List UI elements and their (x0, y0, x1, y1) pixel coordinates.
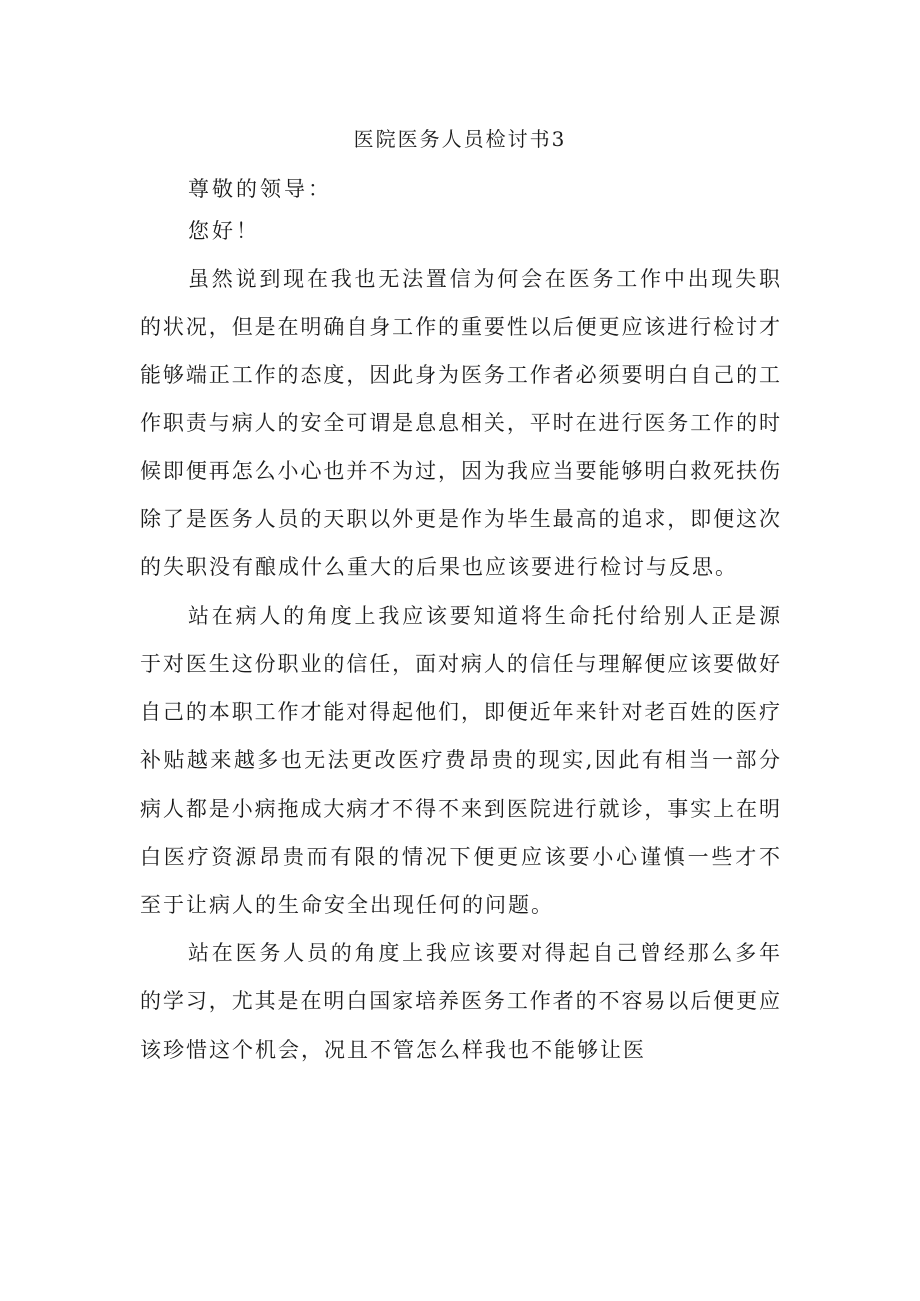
paragraph-1-line: 能够端正工作的态度，因此身为医务工作者必须要明白自己的工 (140, 363, 780, 387)
paragraph-3-line: 站在医务人员的角度上我应该要对得起自己曾经那么多年 (188, 941, 780, 965)
paragraph-2-line: 至于让病人的生命安全出现任何的问题。 (140, 893, 554, 917)
paragraph-1-line: 作职责与病人的安全可谓是息息相关，平时在进行医务工作的时 (140, 411, 780, 435)
salutation: 尊敬的领导： (188, 177, 332, 201)
paragraph-1-line: 的状况，但是在明确自身工作的重要性以后便更应该进行检讨才 (140, 315, 780, 339)
paragraph-1-line: 候即便再怎么小心也并不为过，因为我应当要能够明白救死扶伤 (140, 459, 780, 483)
document-title: 医院医务人员检讨书3 (353, 127, 567, 151)
paragraph-2-line: 白医疗资源昂贵而有限的情况下便更应该要小心谨慎一些才不 (140, 845, 780, 869)
paragraph-3-line: 的学习，尤其是在明白国家培养医务工作者的不容易以后便更应 (140, 989, 780, 1013)
paragraph-1-line: 虽然说到现在我也无法置信为何会在医务工作中出现失职 (188, 267, 780, 291)
paragraph-1-line: 的失职没有酿成什么重大的后果也应该要进行检讨与反思。 (140, 555, 738, 579)
paragraph-3-line: 该珍惜这个机会，况且不管怎么样我也不能够让医 (140, 1038, 646, 1062)
paragraph-2-line: 自己的本职工作才能对得起他们，即便近年来针对老百姓的医疗 (140, 700, 780, 724)
paragraph-2-line: 补贴越来越多也无法更改医疗费昂贵的现实,因此有相当一部分 (140, 748, 780, 772)
paragraph-2-line: 于对医生这份职业的信任，面对病人的信任与理解便应该要做好 (140, 652, 780, 676)
greeting: 您好！ (188, 219, 260, 243)
paragraph-1-line: 除了是医务人员的天职以外更是作为毕生最高的追求，即便这次 (140, 507, 780, 531)
paragraph-2-line: 病人都是小病拖成大病才不得不来到医院进行就诊，事实上在明 (140, 797, 780, 821)
paragraph-2-line: 站在病人的角度上我应该要知道将生命托付给别人正是源 (188, 604, 780, 628)
